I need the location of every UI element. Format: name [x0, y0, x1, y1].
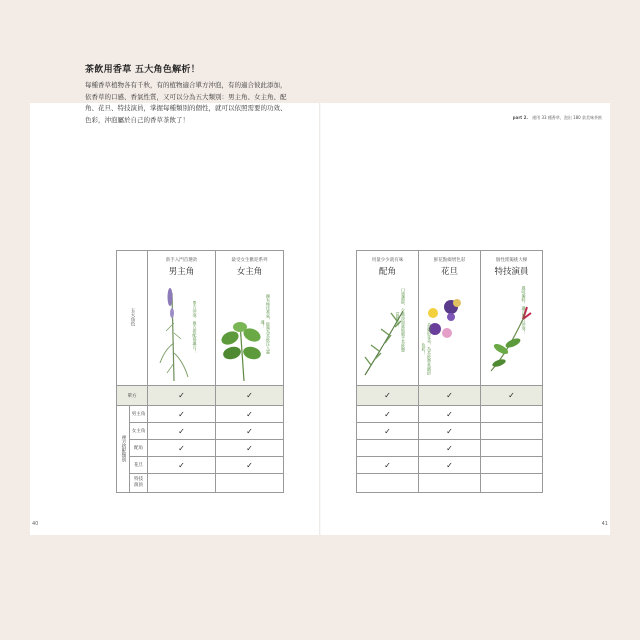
- check-mark: ✓: [384, 460, 391, 470]
- pineapple-sage-illustration: [483, 283, 541, 383]
- five-roles-label: 五大角色: [130, 308, 135, 326]
- sub-label-cell: [130, 474, 148, 493]
- herb-role: 男主角: [168, 267, 195, 277]
- sub-label-cell: [130, 457, 148, 474]
- herb-role: 特技演員: [494, 267, 529, 277]
- mint-illustration: [218, 283, 282, 383]
- check-mark: ✓: [246, 443, 253, 453]
- page-number-left: 40: [32, 521, 39, 527]
- sub-label-cell: [130, 423, 148, 440]
- herb-role: 女主角: [236, 267, 263, 277]
- header-part: part 2.: [512, 115, 528, 120]
- check-mark: ✓: [446, 409, 453, 419]
- sub-label: 花旦: [134, 463, 143, 468]
- check-mark: ✓: [384, 409, 391, 419]
- page-title: 茶飲用香草 五大角色解析！: [85, 65, 201, 75]
- check-mark: ✓: [384, 391, 391, 400]
- herb-role: 花旦: [440, 267, 458, 277]
- herb-tag: 最受女生歡迎系列: [231, 258, 268, 263]
- herb-tag: 鮮花點綴增色彩: [433, 258, 466, 263]
- running-header: [513, 115, 602, 121]
- herb-cell-lead-actress: [216, 251, 284, 386]
- intro-paragraph: 每種香草植物各有千秋，有的植物適合單方沖泡，有的適合彼此添加，依香草的口感、香氣性質，又可以分為五大類別：男主角、女主角、配角、花旦、特技演員，掌握每種類別的個性，就可以依照需要的功效、色彩，沖泡屬於自己的香草茶飲了！: [85, 81, 287, 124]
- check-mark: ✓: [178, 460, 185, 470]
- book-gutter: [319, 103, 321, 535]
- right-herb-table: [356, 250, 543, 493]
- herb-note: 單方沖泡、複方搭配都適合！: [192, 301, 198, 353]
- check-mark: ✓: [246, 409, 253, 419]
- check-mark: ✓: [246, 426, 253, 436]
- herb-note: 擁有極佳香氣，能夠為茶飲注入靈魂！: [260, 294, 271, 354]
- check-mark: ✓: [178, 426, 185, 436]
- herb-cell-supporting: [357, 251, 419, 386]
- check-mark: ✓: [446, 443, 453, 453]
- single-label-cell: [117, 386, 148, 406]
- herb-cell-specialist: [481, 251, 543, 386]
- pairing-label-cell: [117, 406, 130, 493]
- herb-role: 配角: [378, 267, 396, 277]
- check-mark: ✓: [246, 460, 253, 470]
- check-mark: ✓: [178, 391, 185, 400]
- sub-label: 男主角: [131, 412, 146, 417]
- rosemary-illustration: [359, 283, 417, 383]
- single-cell: [216, 386, 284, 406]
- check-mark: ✓: [178, 409, 185, 419]
- sub-label-cell: [130, 440, 148, 457]
- check-mark: ✓: [384, 426, 391, 436]
- herb-cell-lead-actor: [148, 251, 216, 386]
- sub-label: 女主角: [131, 429, 146, 434]
- herb-note: 美麗的花朵，為茶飲帶來繽紛色彩！: [421, 323, 432, 375]
- sub-label: 特技演員: [134, 477, 143, 488]
- header-text: 運用 33 種香草，泡出 180 款美味茶飲: [532, 115, 602, 120]
- left-herb-table: [116, 250, 284, 493]
- check-mark: ✓: [508, 391, 515, 400]
- lavender-illustration: [150, 283, 214, 383]
- pairing-label: 複方搭配類別: [121, 434, 126, 462]
- herb-tag: 用量少少就有味: [371, 258, 404, 263]
- herb-cell-flower: [419, 251, 481, 386]
- check-mark: ✓: [446, 460, 453, 470]
- sub-label-cell: [130, 406, 148, 423]
- single-cell: [148, 386, 216, 406]
- single-label: 單方: [127, 393, 137, 399]
- herb-note: 口感濃郁，少量添加就能賦予茶飲豐富層次！: [395, 288, 406, 352]
- five-roles-label-cell: [117, 251, 148, 386]
- check-mark: ✓: [446, 391, 453, 400]
- check-mark: ✓: [178, 443, 185, 453]
- herb-tag: 新手入門首選款: [165, 258, 198, 263]
- page-number-right: 41: [601, 521, 608, 527]
- check-mark: ✓: [246, 391, 253, 400]
- check-mark: ✓: [446, 426, 453, 436]
- herb-tag: 個性派獨挑大樑: [495, 258, 528, 263]
- herb-note: 風味獨特，適合單方沖泡！: [521, 286, 527, 334]
- sub-label: 配角: [134, 446, 143, 451]
